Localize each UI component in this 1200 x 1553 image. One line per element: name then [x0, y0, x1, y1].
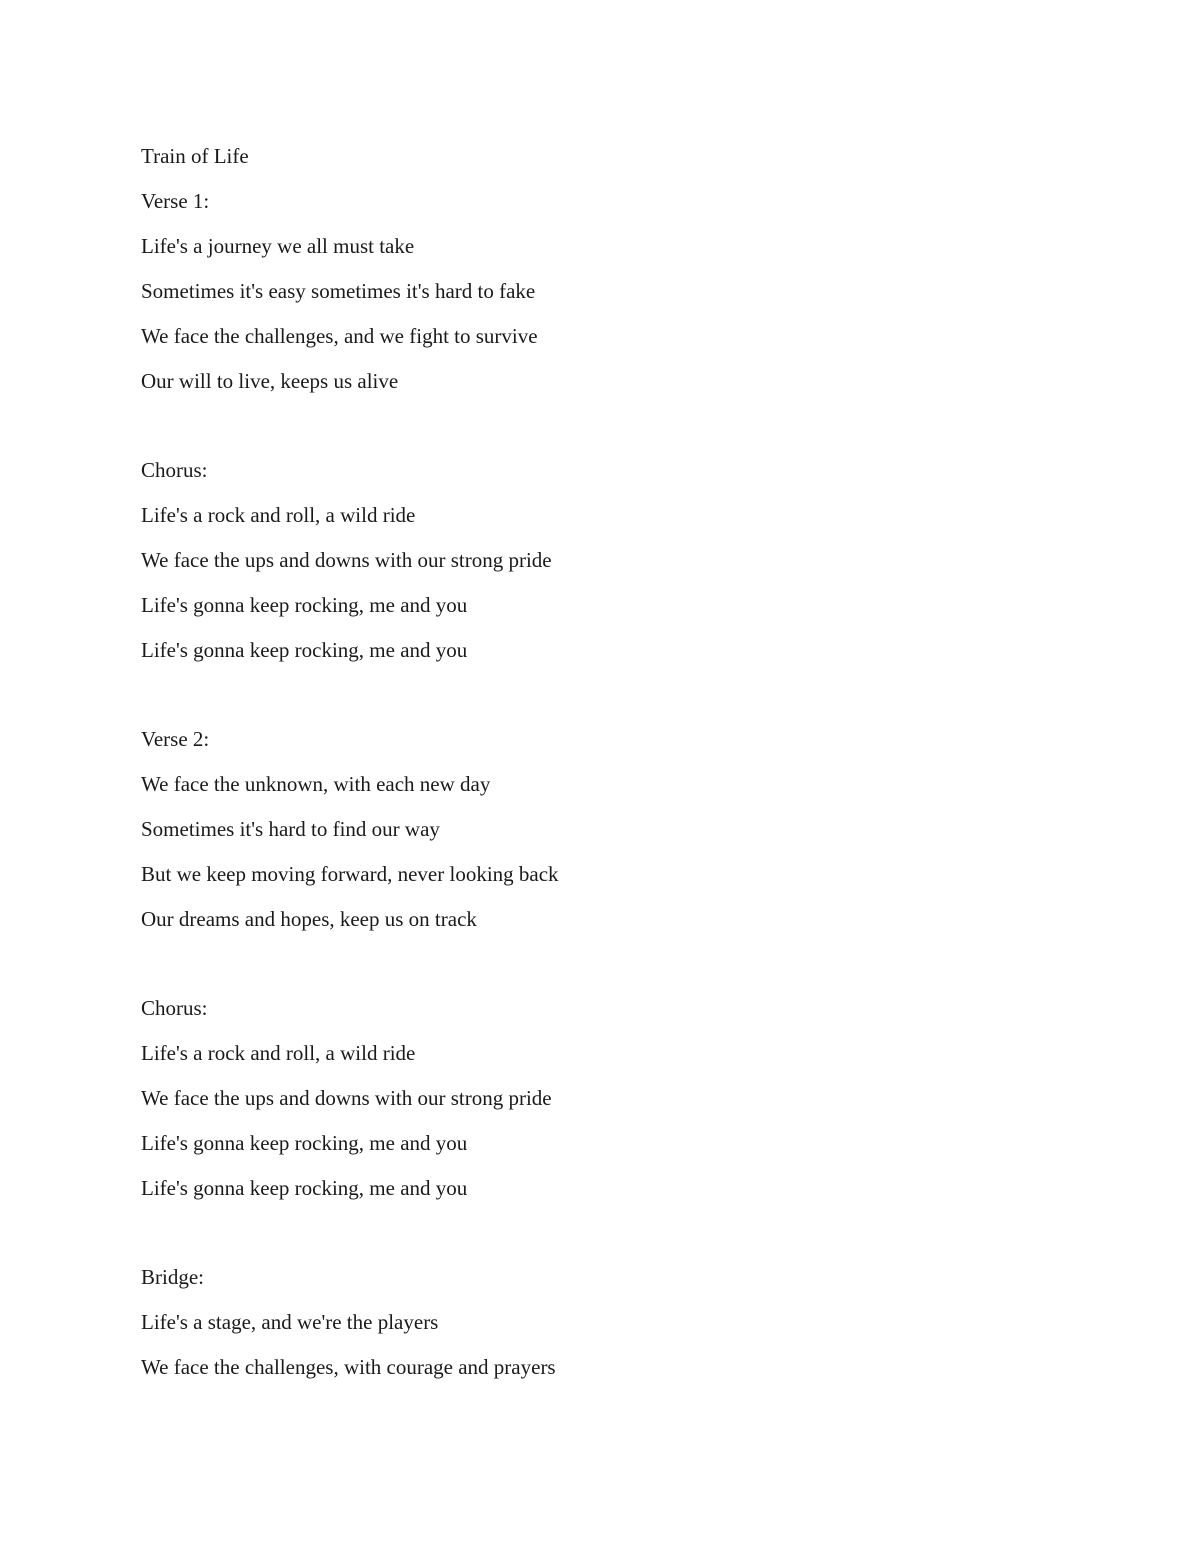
lyric-line: We face the challenges, with courage and prayers [141, 1355, 556, 1379]
lyric-line: Life's gonna keep rocking, me and you [141, 638, 468, 662]
section-heading: Chorus: [141, 996, 208, 1020]
lyric-line: We face the ups and downs with our strong pride [141, 548, 552, 572]
lyric-line: We face the unknown, with each new day [141, 772, 491, 796]
lyric-line: Our will to live, keeps us alive [141, 369, 399, 393]
section-bridge [141, 1262, 1041, 1397]
section-heading: Verse 2: [141, 727, 210, 751]
blank-line [141, 411, 1041, 455]
blank-line [141, 1218, 1041, 1262]
section-heading: Bridge: [141, 1265, 204, 1289]
section-heading: Chorus: [141, 458, 208, 482]
lyric-line: Sometimes it's hard to find our way [141, 817, 440, 841]
lyric-line: We face the ups and downs with our strong pride [141, 1086, 552, 1110]
lyric-line: Life's a rock and roll, a wild ride [141, 1041, 416, 1065]
lyric-line: Life's a stage, and we're the players [141, 1310, 439, 1334]
blank-line [141, 949, 1041, 993]
lyric-line: But we keep moving forward, never looking back [141, 862, 559, 886]
section-verse-2 [141, 724, 1041, 949]
section-heading: Verse 1: [141, 189, 210, 213]
section-verse-1 [141, 186, 1041, 411]
lyric-line: Life's a journey we all must take [141, 234, 415, 258]
section-chorus-2 [141, 993, 1041, 1218]
lyric-line: Life's gonna keep rocking, me and you [141, 1176, 468, 1200]
lyrics-body [141, 141, 1041, 1397]
song-title: Train of Life [141, 144, 249, 168]
section-chorus-1 [141, 455, 1041, 680]
lyric-line: Sometimes it's easy sometimes it's hard to fake [141, 279, 536, 303]
lyric-line: Life's gonna keep rocking, me and you [141, 1131, 468, 1155]
lyric-line: Life's gonna keep rocking, me and you [141, 593, 468, 617]
lyric-line: Life's a rock and roll, a wild ride [141, 503, 416, 527]
blank-line [141, 680, 1041, 724]
lyric-line: We face the challenges, and we fight to survive [141, 324, 538, 348]
lyric-line: Our dreams and hopes, keep us on track [141, 907, 477, 931]
